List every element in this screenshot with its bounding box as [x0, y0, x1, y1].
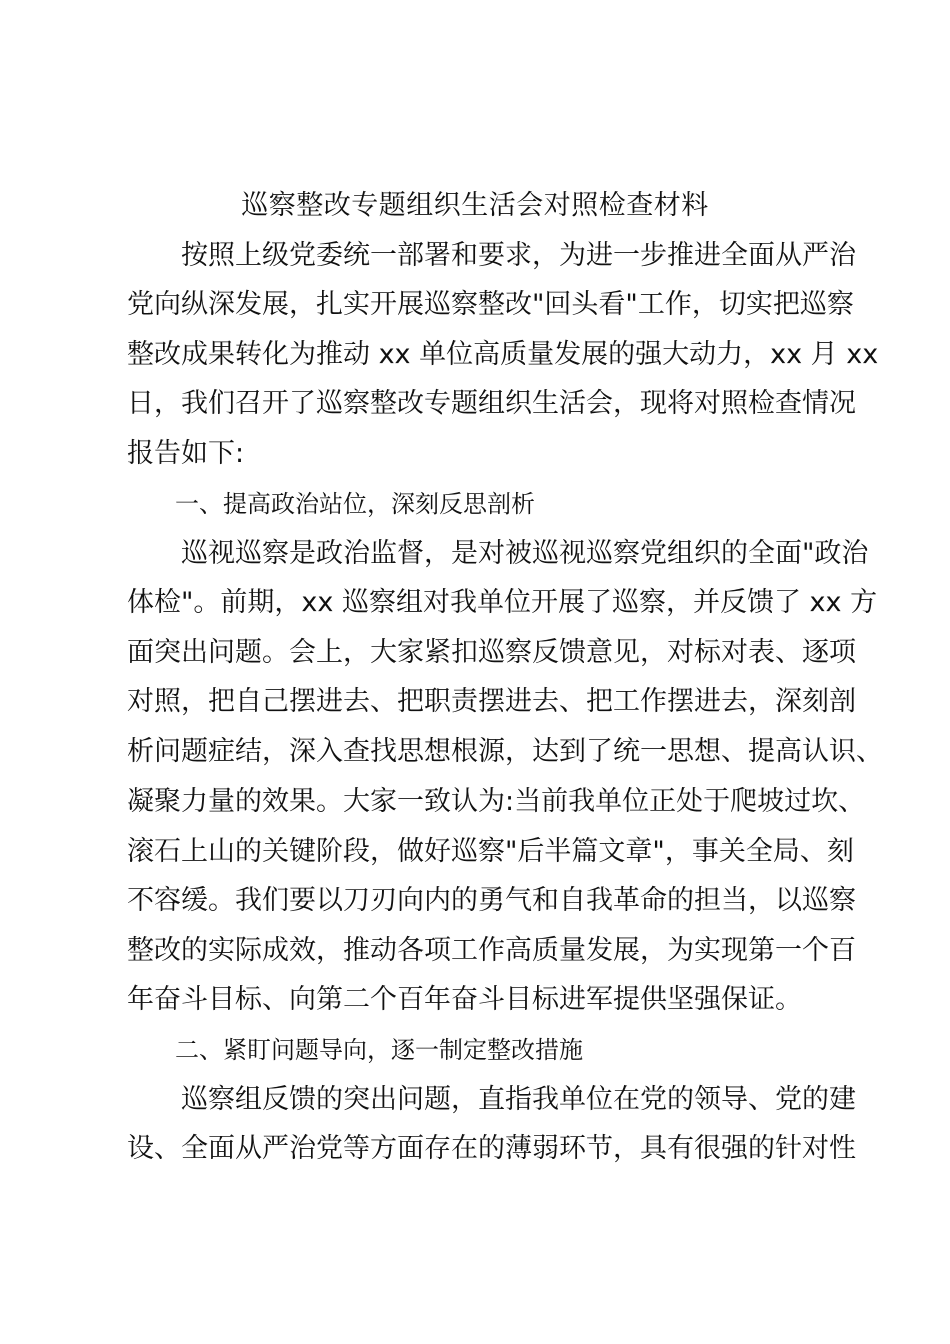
document-title: 巡察整改专题组织生活会对照检查材料: [241, 190, 709, 221]
body-line: 日，我们召开了巡察整改专题组织生活会，现将对照检查情况: [127, 388, 856, 419]
body-line: 巡视巡察是政治监督，是对被巡视巡察党组织的全面"政治: [127, 538, 869, 569]
body-line: 对照，把自己摆进去、把职责摆进去、把工作摆进去，深刻剖: [127, 686, 856, 717]
body-line: 巡察组反馈的突出问题，直指我单位在党的领导、党的建: [127, 1084, 856, 1115]
body-line: 党向纵深发展，扎实开展巡察整改"回头看"工作，切实把巡察: [127, 289, 854, 320]
body-line: 析问题症结，深入查找思想根源，达到了统一思想、提高认识、: [127, 736, 883, 767]
body-line: 整改成果转化为推动 xx 单位高质量发展的强大动力，xx 月 xx: [127, 339, 879, 370]
body-line: 报告如下:: [127, 438, 245, 469]
body-line: 按照上级党委统一部署和要求，为进一步推进全面从严治: [127, 240, 856, 271]
body-line: 不容缓。我们要以刀刃向内的勇气和自我革命的担当，以巡察: [127, 885, 856, 916]
body-line: 体检"。前期，xx 巡察组对我单位开展了巡察，并反馈了 xx 方: [127, 587, 878, 618]
body-line: 凝聚力量的效果。大家一致认为:当前我单位正处于爬坡过坎、: [127, 786, 866, 817]
body-line: 滚石上山的关键阶段，做好巡察"后半篇文章"，事关全局、刻: [127, 836, 854, 867]
section-heading-1: 一、提高政治站位，深刻反思剖析: [127, 490, 535, 518]
body-line: 整改的实际成效，推动各项工作高质量发展，为实现第一个百: [127, 935, 856, 966]
body-line: 设、全面从严治党等方面存在的薄弱环节，具有很强的针对性: [127, 1133, 856, 1164]
section-heading-2: 二、紧盯问题导向，逐一制定整改措施: [127, 1036, 583, 1064]
body-line: 年奋斗目标、向第二个百年奋斗目标进军提供坚强保证。: [127, 984, 802, 1015]
body-line: 面突出问题。会上，大家紧扣巡察反馈意见，对标对表、逐项: [127, 637, 856, 668]
